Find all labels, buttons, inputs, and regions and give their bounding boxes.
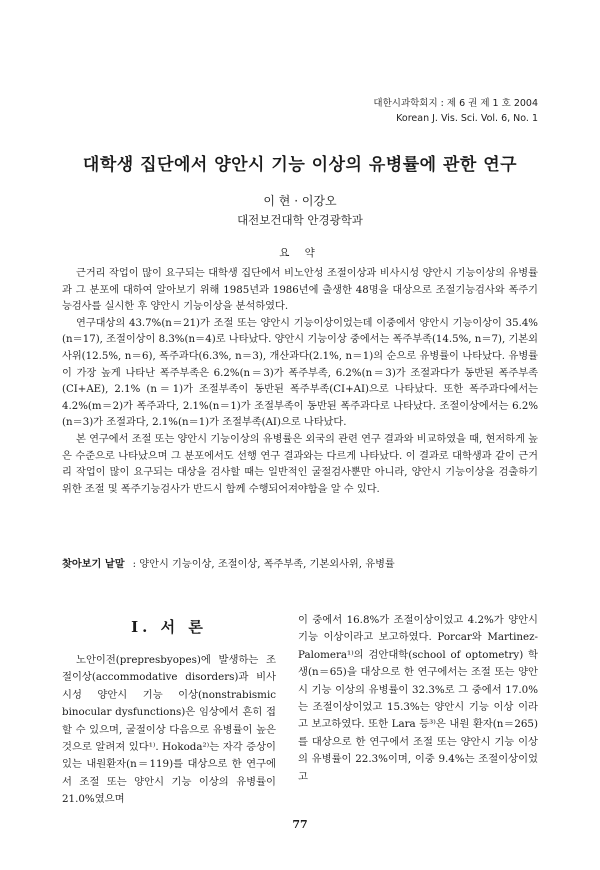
journal-citation-korean: 대한시과학회지 : 제 6 권 제 1 호 2004 <box>373 98 538 109</box>
journal-citation-english: Korean J. Vis. Sci. Vol. 6, No. 1 <box>396 113 538 124</box>
author-names: 이 현 · 이강오 <box>263 194 337 208</box>
intro-paragraph-left: 노안이전(prepresbyopes)에 발생하는 조절이상(accommodative disorders)과 비사시성 양안시 기능 이상(nonstrabismic binocular dysfunctions)은 임상에서 흔히 접할 수 있으며, 굴절이상 다음으로 유병률이 높은 것으로 알려져 있다¹⁾. Hokoda²⁾는 자각 증상이 있는 내원환자(n＝119)를 대상으로 한 연구에서 조절 또는 양안시 기능 이상의 유병률이 21.0%였으며 <box>62 654 276 806</box>
intro-right-column <box>298 612 538 786</box>
keywords-text: : 양안시 기능이상, 조절이상, 폭주부족, 기본외사위, 유병률 <box>132 559 395 570</box>
intro-paragraph-right: 이 중에서 16.8%가 조절이상이었고 4.2%가 양안시 기능 이상이라고 보고하였다. Porcar와 Martinez-Palomera¹⁾의 검안대학(school of optometry) 학생(n＝65)을 대상으로 한 연구에서는 조절 또는 양안시 기능 이상의 유병률이 32.3%로 그 중에서 17.0%는 조절이상이었고 15.3%는 양안시 기능 이상 이라고 보고하였다. 또한 Lara 등³⁾은 내원 환자(n＝265)를 대상으로 한 연구에서 조절 또는 양안시 기능 이상의 유병률이 22.3%이며, 이중 9.4%는 조절이상이었고 <box>298 614 538 783</box>
abstract-heading: 요 약 <box>279 247 321 259</box>
page-number: 77 <box>292 818 308 831</box>
abstract-paragraph-3: 본 연구에서 조절 또는 양안시 기능이상의 유병률은 외국의 관련 연구 결과와 비교하였을 때, 현저하게 높은 수준으로 나타났으며 그 분포에서도 선행 연구 결과와는 다르게 나타났다. 이 결과로 대학생과 같이 근거리 작업이 많이 요구되는 대상을 검사할 때는 일반적인 굴절검사뿐만 아니라, 양안시 기능이상을 검출하기 위한 조절 및 폭주기능검사가 반드시 함께 수행되어져야함을 알 수 있다. <box>62 433 538 495</box>
abstract-paragraph-1: 근거리 작업이 많이 요구되는 대학생 집단에서 비노안성 조절이상과 비사시성 양안시 기능이상의 유병률과 그 분포에 대하여 알아보기 위해 1985년과 1986년에 출생한 48명을 대상으로 조절기능검사와 폭주기능검사를 실시한 후 양안시 기능이상을 분석하였다. <box>62 268 538 313</box>
section-heading-introduction: I. 서 론 <box>131 618 207 636</box>
keywords-label: 찾아보기 낱말 <box>62 559 125 570</box>
keywords-line <box>62 557 538 573</box>
abstract-paragraph-2: 연구대상의 43.7%(n＝21)가 조절 또는 양안시 기능이상이었는데 이중에서 양안시 기능이상이 35.4%(n＝17), 조절이상이 8.3%(n＝4)로 나타났다. 양안시 기능이상 중에서는 폭주부족(14.5%, n＝7), 기본외사위(12.5%, n＝6), 폭주과다(6.3%, n＝3), 개산과다(2.1%, n＝1)의 순으로 유병률이 나타났다. 유병률이 가장 높게 나타난 폭주부족은 6.2%(n＝3)가 폭주부족, 6.2%(n＝3)가 조절과다가 동반된 폭주부족(CI+AE), 2.1% (n＝1)가 조절부족이 동반된 폭주부족(CI+AI)으로 나타났다. 또한 폭주과다에서는 4.2%(m＝2)가 폭주과다, 2.1%(n＝1)가 조절부족이 동반된 폭주과다로 나타났다. 조절이상에서는 6.2%(n＝3)가 조절과다, 2.1%(n＝1)가 조절부족(AI)으로 나타났다. <box>62 317 538 429</box>
abstract-body <box>62 266 538 498</box>
intro-left-column <box>62 652 276 809</box>
journal-header <box>373 96 538 126</box>
author-affiliation: 대전보건대학 안경광학과 <box>237 213 363 227</box>
paper-title: 대학생 집단에서 양안시 기능 이상의 유병률에 관한 연구 <box>82 155 518 175</box>
